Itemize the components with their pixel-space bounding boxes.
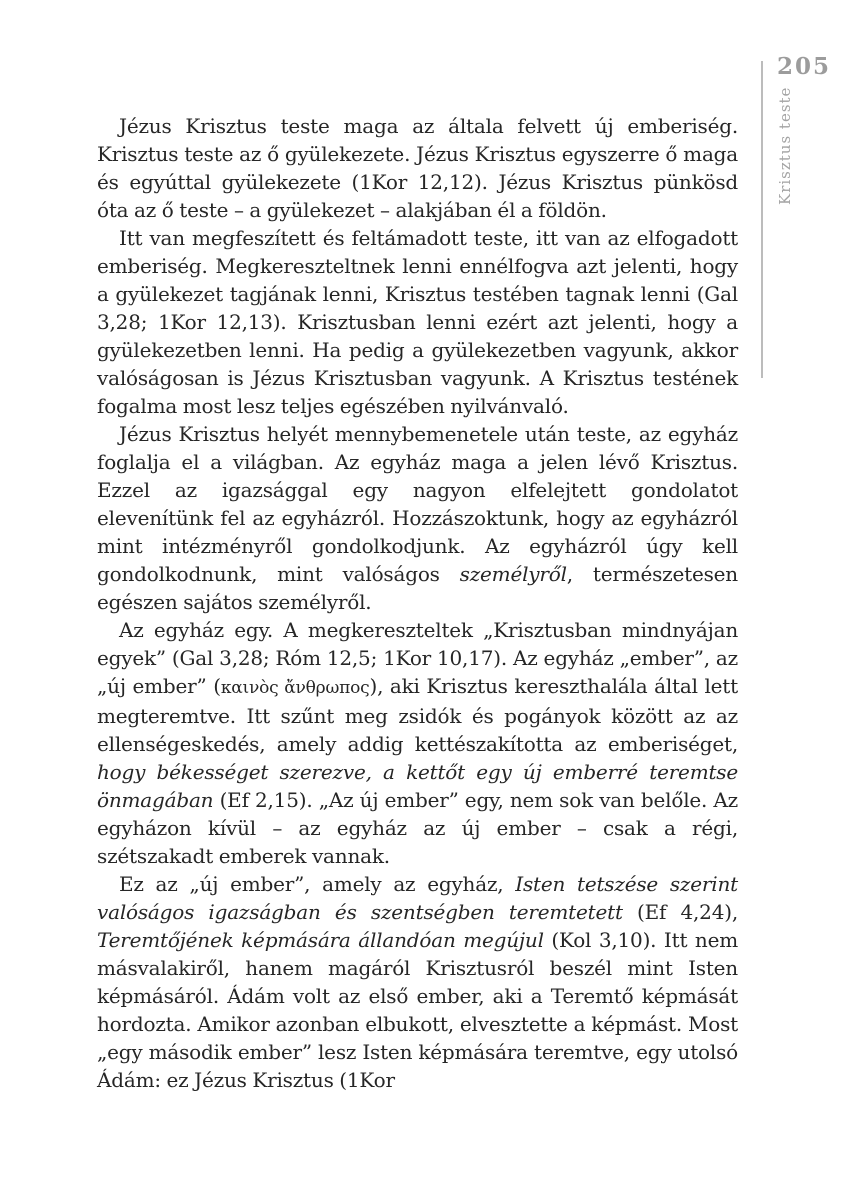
body-text: Ez az „új ember”, amely az egyház,	[119, 872, 516, 896]
emphasis-text: Isten tetszése szerint valóságos igazságban és szentségben teremtetett	[97, 872, 738, 924]
paragraph	[97, 112, 738, 224]
body-text: (Ef 4,24),	[622, 900, 738, 924]
body-text: (Kol 3,10). Itt nem másvalakiről, hanem magáról Krisztusról beszél mint Isten képmásáról. Ádám volt az első ember, aki a Teremtő képmását hordozta. Amikor azonban elbukott, elvesztette a képmást. Most „egy második ember” lesz Isten képmására teremtve, egy utolsó Ádám: ez Jézus Krisztus (1Kor	[97, 928, 738, 1092]
body-text: Itt van megfeszített és feltámadott teste, itt van az elfogadott emberiség. Megkereszteltnek lenni ennélfogva azt jelenti, hogy a gyülekezet tagjának lenni, Krisztus testében tagnak lenni (Gal 3,28; 1Kor 12,13). Krisztusban lenni ezért azt jelenti, hogy a gyülekezetben lenni. Ha pedig a gyülekezetben vagyunk, akkor valóságosan is Jézus Krisztusban vagyunk. A Krisztus testének fogalma most lesz teljes egészében nyilvánvaló.	[97, 226, 738, 418]
body-text: Az egyház egy. A megkereszteltek „Krisztusban mindnyájan egyek” (Gal 3,28; Róm 12,5; 1Kor 10,17). Az egyház „ember”, az „új ember” (	[97, 618, 738, 698]
emphasis-text: Teremtőjének képmására állandóan megújul	[97, 928, 544, 952]
body-text: ), aki Krisztus kereszthalála által lett megteremtve. Itt szűnt meg zsidók és pogányok között az az ellenségeskedés, amely addig kettészakította az emberiséget,	[97, 674, 738, 756]
body-text: (Ef 2,15). „Az új ember” egy, nem sok van belőle. Az egyházon kívül – az egyház az új ember – csak a régi, szétszakadt emberek vannak.	[97, 788, 738, 868]
paragraph	[97, 224, 738, 420]
paragraph	[97, 870, 738, 1094]
emphasis-text: hogy békességet szerezve, a kettőt egy új emberré teremtse önmagában	[97, 760, 738, 812]
paragraph	[97, 420, 738, 616]
body-text: Jézus Krisztus teste maga az általa felvett új emberiség. Krisztus teste az ő gyülekezete. Jézus Krisztus egyszerre ő maga és egyúttal gyülekezete (1Kor 12,12). Jézus Krisztus pünkösd óta az ő teste – a gyülekezet – alakjában él a földön.	[97, 114, 738, 222]
body-text: Jézus Krisztus helyét mennybemenetele után teste, az egyház foglalja el a világban. Az egyház maga a jelen lévő Krisztus. Ezzel az igazsággal egy nagyon elfelejtett gondolatot elevenítünk fel az egyházról. Hozzászoktunk, hogy az egyházról mint intézményről gondolkodjunk. Az egyházról úgy kell gondolkodnunk, mint valóságos	[97, 422, 738, 586]
margin-rule	[761, 61, 763, 378]
page-number: 205	[777, 53, 832, 80]
text-block	[97, 112, 738, 1094]
margin-title: Krisztus teste	[776, 86, 794, 205]
paragraph	[97, 616, 738, 870]
emphasis-text: személyről	[459, 562, 567, 586]
body-text: , természetesen egészen sajátos személyről.	[97, 562, 738, 614]
greek-text: καινὸς ἄνθρωπος	[220, 678, 370, 698]
